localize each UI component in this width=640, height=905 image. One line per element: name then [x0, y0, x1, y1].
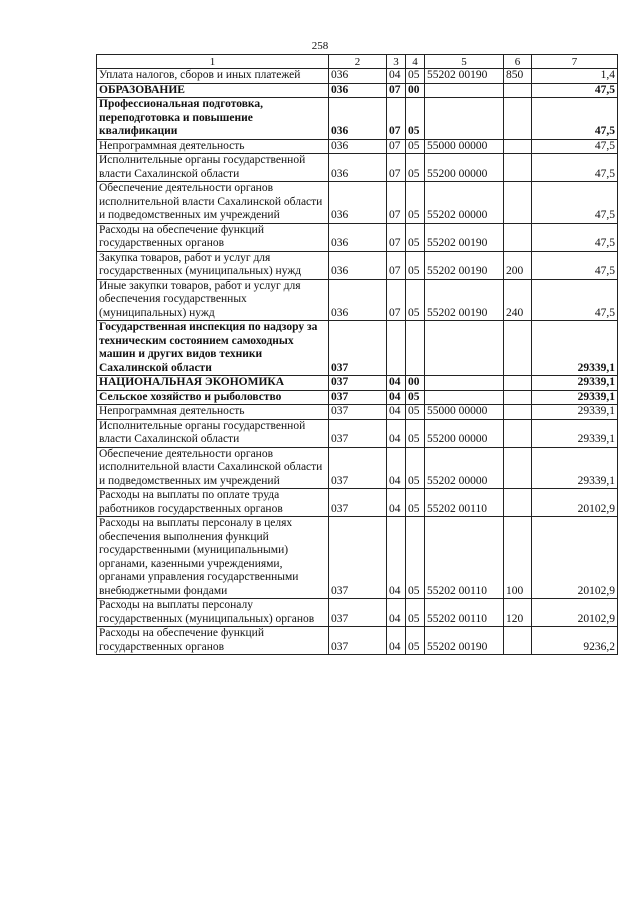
- row-expense-type-code: [504, 154, 532, 182]
- row-section-code: 07: [387, 251, 406, 279]
- row-section-code: [387, 321, 406, 376]
- row-subsection-code: 05: [406, 139, 425, 154]
- row-section-code: 07: [387, 223, 406, 251]
- table-row: [97, 405, 618, 420]
- row-subsection-code: 05: [406, 419, 425, 447]
- row-subsection-code: 05: [406, 447, 425, 489]
- row-subsection-code: 05: [406, 154, 425, 182]
- row-expense-type-code: 850: [504, 69, 532, 84]
- row-expense-type-code: 120: [504, 599, 532, 627]
- row-target-code: 55202 00110: [425, 599, 504, 627]
- row-target-code: [425, 98, 504, 140]
- header-row: [97, 55, 618, 69]
- row-expense-type-code: [504, 139, 532, 154]
- row-section-code: 04: [387, 390, 406, 405]
- col-header-4: 4: [406, 55, 425, 69]
- col-header-7: 7: [532, 55, 618, 69]
- row-name: Сельское хозяйство и рыболовство: [97, 390, 329, 405]
- row-ministry-code: 037: [329, 405, 387, 420]
- row-subsection-code: 05: [406, 517, 425, 599]
- row-amount: 1,4: [532, 69, 618, 84]
- row-amount: 47,5: [532, 223, 618, 251]
- row-amount: 29339,1: [532, 447, 618, 489]
- row-ministry-code: 036: [329, 69, 387, 84]
- table-row: [97, 251, 618, 279]
- budget-table: [96, 54, 618, 655]
- row-ministry-code: 036: [329, 182, 387, 224]
- row-amount: 47,5: [532, 154, 618, 182]
- row-section-code: 04: [387, 627, 406, 655]
- row-amount: 29339,1: [532, 419, 618, 447]
- row-target-code: 55000 00000: [425, 139, 504, 154]
- row-ministry-code: 037: [329, 489, 387, 517]
- table-row: [97, 98, 618, 140]
- table-row: [97, 376, 618, 391]
- row-subsection-code: [406, 321, 425, 376]
- row-target-code: [425, 390, 504, 405]
- table-row: [97, 517, 618, 599]
- table-row: [97, 419, 618, 447]
- row-name: Расходы на выплаты персоналу государственных (муниципальных) органов: [97, 599, 329, 627]
- row-name: Исполнительные органы государственной власти Сахалинской области: [97, 419, 329, 447]
- row-ministry-code: 036: [329, 279, 387, 321]
- table-row: [97, 69, 618, 84]
- row-amount: 20102,9: [532, 599, 618, 627]
- table-row: [97, 447, 618, 489]
- row-name: Непрограммная деятельность: [97, 139, 329, 154]
- row-name: Обеспечение деятельности органов исполнительной власти Сахалинской области и подведомственных им учреждений: [97, 182, 329, 224]
- table-row: [97, 83, 618, 98]
- row-expense-type-code: [504, 223, 532, 251]
- row-amount: 47,5: [532, 182, 618, 224]
- row-expense-type-code: 240: [504, 279, 532, 321]
- row-section-code: 04: [387, 419, 406, 447]
- row-amount: 29339,1: [532, 405, 618, 420]
- row-ministry-code: 037: [329, 419, 387, 447]
- row-target-code: 55202 00190: [425, 279, 504, 321]
- row-amount: 20102,9: [532, 517, 618, 599]
- row-ministry-code: 036: [329, 251, 387, 279]
- row-subsection-code: 05: [406, 627, 425, 655]
- row-section-code: 04: [387, 376, 406, 391]
- row-name: Расходы на выплаты персоналу в целях обеспечения выполнения функций государственными (муниципальными) органами, казенными учреждениями, органами управления государственными внебюджетными фондами: [97, 517, 329, 599]
- row-target-code: 55200 00000: [425, 154, 504, 182]
- row-subsection-code: 05: [406, 405, 425, 420]
- table-row: [97, 279, 618, 321]
- row-expense-type-code: [504, 182, 532, 224]
- row-target-code: 55202 00110: [425, 489, 504, 517]
- table-body: [97, 69, 618, 655]
- row-subsection-code: 05: [406, 182, 425, 224]
- row-ministry-code: 036: [329, 139, 387, 154]
- row-name: Расходы на выплаты по оплате труда работников государственных органов: [97, 489, 329, 517]
- row-name: Непрограммная деятельность: [97, 405, 329, 420]
- row-target-code: 55202 00190: [425, 69, 504, 84]
- row-section-code: 04: [387, 489, 406, 517]
- row-section-code: 07: [387, 139, 406, 154]
- row-target-code: 55200 00000: [425, 419, 504, 447]
- row-section-code: 04: [387, 599, 406, 627]
- row-target-code: 55202 00000: [425, 447, 504, 489]
- page-number: 258: [311, 40, 329, 52]
- row-expense-type-code: [504, 390, 532, 405]
- row-ministry-code: 036: [329, 83, 387, 98]
- row-ministry-code: 037: [329, 517, 387, 599]
- table-row: [97, 599, 618, 627]
- table-row: [97, 627, 618, 655]
- row-name: Государственная инспекция по надзору за техническим состоянием самоходных машин и других видов техники Сахалинской области: [97, 321, 329, 376]
- row-name: Обеспечение деятельности органов исполнительной власти Сахалинской области и подведомственных им учреждений: [97, 447, 329, 489]
- row-expense-type-code: [504, 447, 532, 489]
- row-target-code: 55202 00190: [425, 627, 504, 655]
- row-section-code: 04: [387, 405, 406, 420]
- col-header-3: 3: [387, 55, 406, 69]
- row-subsection-code: 05: [406, 223, 425, 251]
- row-amount: 9236,2: [532, 627, 618, 655]
- row-expense-type-code: [504, 376, 532, 391]
- row-target-code: [425, 321, 504, 376]
- row-expense-type-code: 200: [504, 251, 532, 279]
- row-expense-type-code: [504, 321, 532, 376]
- row-expense-type-code: [504, 627, 532, 655]
- row-name: Закупка товаров, работ и услуг для государственных (муниципальных) нужд: [97, 251, 329, 279]
- col-header-1: 1: [97, 55, 329, 69]
- row-target-code: 55000 00000: [425, 405, 504, 420]
- col-header-5: 5: [425, 55, 504, 69]
- row-amount: 29339,1: [532, 390, 618, 405]
- row-expense-type-code: [504, 83, 532, 98]
- row-target-code: 55202 00110: [425, 517, 504, 599]
- table-row: [97, 390, 618, 405]
- row-amount: 29339,1: [532, 321, 618, 376]
- row-subsection-code: 05: [406, 69, 425, 84]
- col-header-2: 2: [329, 55, 387, 69]
- row-amount: 47,5: [532, 139, 618, 154]
- row-target-code: [425, 376, 504, 391]
- row-expense-type-code: [504, 98, 532, 140]
- row-ministry-code: 037: [329, 599, 387, 627]
- row-subsection-code: 05: [406, 599, 425, 627]
- row-expense-type-code: [504, 405, 532, 420]
- table-row: [97, 154, 618, 182]
- table-row: [97, 223, 618, 251]
- row-amount: 20102,9: [532, 489, 618, 517]
- row-amount: 47,5: [532, 279, 618, 321]
- row-expense-type-code: [504, 419, 532, 447]
- table-row: [97, 489, 618, 517]
- row-target-code: 55202 00000: [425, 182, 504, 224]
- row-name: Расходы на обеспечение функций государственных органов: [97, 223, 329, 251]
- row-ministry-code: 037: [329, 627, 387, 655]
- row-name: Исполнительные органы государственной власти Сахалинской области: [97, 154, 329, 182]
- row-name: Профессиональная подготовка, переподготовка и повышение квалификации: [97, 98, 329, 140]
- row-subsection-code: 00: [406, 83, 425, 98]
- row-amount: 47,5: [532, 251, 618, 279]
- row-ministry-code: 036: [329, 98, 387, 140]
- row-ministry-code: 036: [329, 223, 387, 251]
- row-section-code: 04: [387, 517, 406, 599]
- row-amount: 47,5: [532, 83, 618, 98]
- row-ministry-code: 037: [329, 447, 387, 489]
- row-amount: 47,5: [532, 98, 618, 140]
- row-name: ОБРАЗОВАНИЕ: [97, 83, 329, 98]
- row-section-code: 04: [387, 447, 406, 489]
- row-subsection-code: 05: [406, 489, 425, 517]
- row-section-code: 04: [387, 69, 406, 84]
- row-subsection-code: 05: [406, 98, 425, 140]
- row-name: Уплата налогов, сборов и иных платежей: [97, 69, 329, 84]
- row-section-code: 07: [387, 83, 406, 98]
- row-ministry-code: 037: [329, 321, 387, 376]
- row-name: Иные закупки товаров, работ и услуг для обеспечения государственных (муниципальных) нужд: [97, 279, 329, 321]
- row-target-code: [425, 83, 504, 98]
- col-header-6: 6: [504, 55, 532, 69]
- row-expense-type-code: [504, 489, 532, 517]
- row-ministry-code: 036: [329, 154, 387, 182]
- row-ministry-code: 037: [329, 390, 387, 405]
- row-ministry-code: 037: [329, 376, 387, 391]
- row-subsection-code: 05: [406, 279, 425, 321]
- row-amount: 29339,1: [532, 376, 618, 391]
- row-subsection-code: 05: [406, 251, 425, 279]
- table-row: [97, 182, 618, 224]
- row-section-code: 07: [387, 279, 406, 321]
- row-name: Расходы на обеспечение функций государственных органов: [97, 627, 329, 655]
- row-section-code: 07: [387, 98, 406, 140]
- table-row: [97, 139, 618, 154]
- row-subsection-code: 05: [406, 390, 425, 405]
- row-subsection-code: 00: [406, 376, 425, 391]
- row-expense-type-code: 100: [504, 517, 532, 599]
- row-section-code: 07: [387, 154, 406, 182]
- row-section-code: 07: [387, 182, 406, 224]
- table-row: [97, 321, 618, 376]
- row-target-code: 55202 00190: [425, 223, 504, 251]
- row-name: НАЦИОНАЛЬНАЯ ЭКОНОМИКА: [97, 376, 329, 391]
- row-target-code: 55202 00190: [425, 251, 504, 279]
